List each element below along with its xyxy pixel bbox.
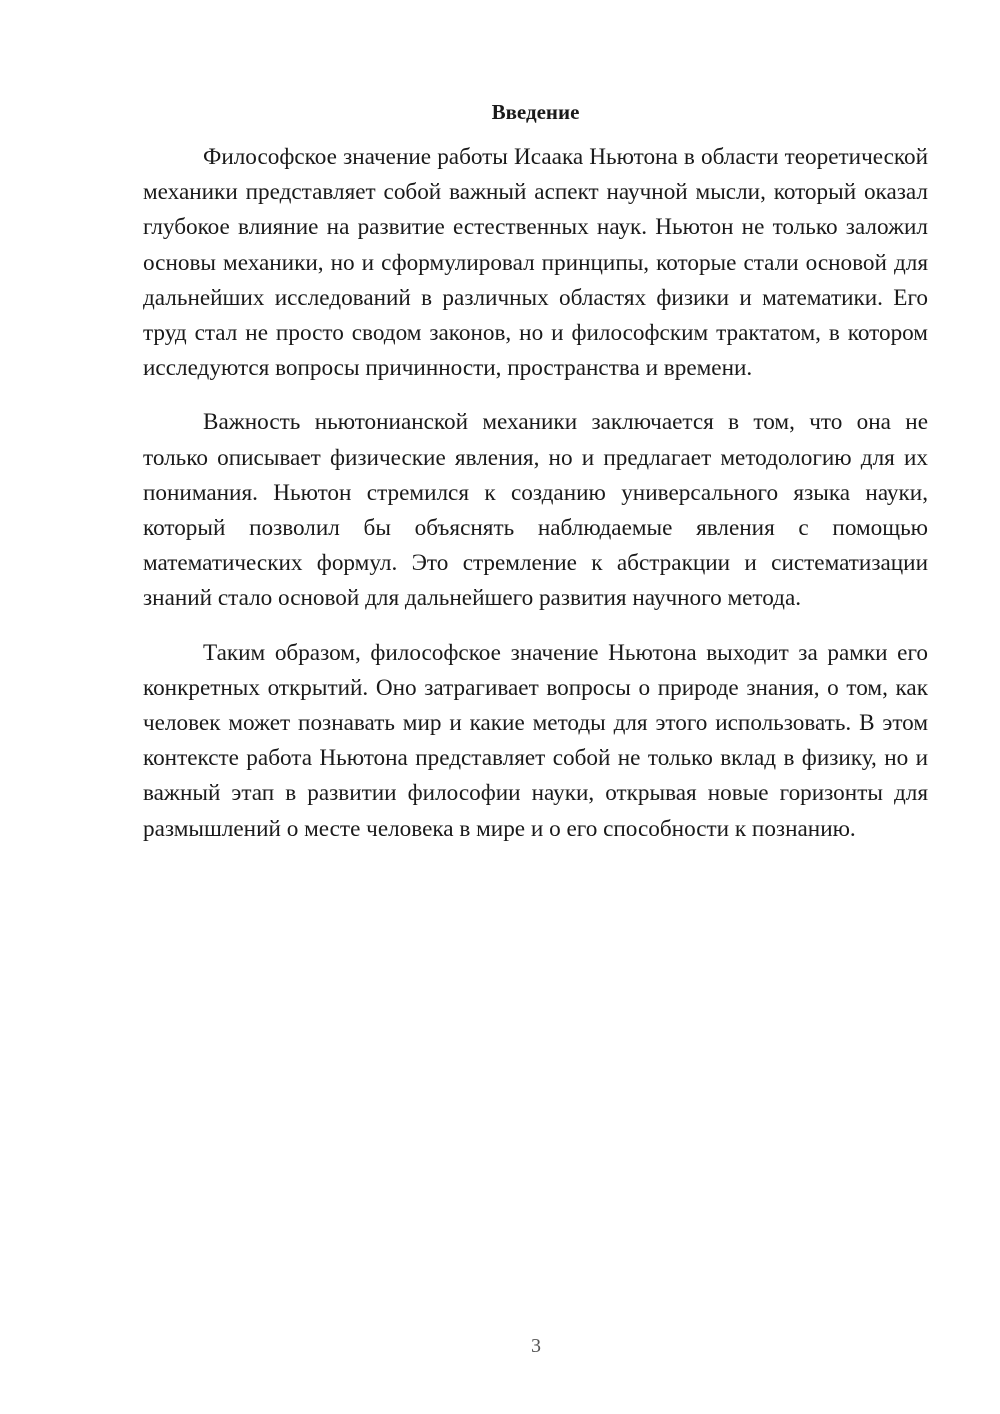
paragraph-1: Философское значение работы Исаака Ньютона в области теоретической механики представляет собой важный аспект научной мысли, который оказал глубокое влияние на развитие естественных наук. Ньютон не только заложил основы механики, но и сформулировал принципы, которые стали основой для дальнейших исследований в различных областях физики и математики. Его труд стал не просто сводом законов, но и философским трактатом, в котором исследуются вопросы причинности, пространства и времени.: [143, 144, 928, 382]
paragraph-2: Важность ньютонианской механики заключается в том, что она не только описывает физические явления, но и предлагает методологию для их понимания. Ньютон стремился к созданию универсального языка науки, который позволил бы объяснять наблюдаемые явления с помощью математических формул. Это стремление к абстракции и систематизации знаний стало основой для дальнейшего развития научного метода.: [143, 409, 928, 612]
page-number: 3: [531, 1335, 541, 1357]
page-content: [143, 97, 928, 866]
paragraph-3: Таким образом, философское значение Ньютона выходит за рамки его конкретных открытий. Оно затрагивает вопросы о природе знания, о том, как человек может познавать мир и какие методы для этого использовать. В этом контексте работа Ньютона представляет собой не только вклад в физику, но и важный этап в развитии философии науки, открывая новые горизонты для размышлений о месте человека в мире и о его способности к познанию.: [143, 639, 928, 842]
section-heading: Введение: [491, 100, 580, 124]
